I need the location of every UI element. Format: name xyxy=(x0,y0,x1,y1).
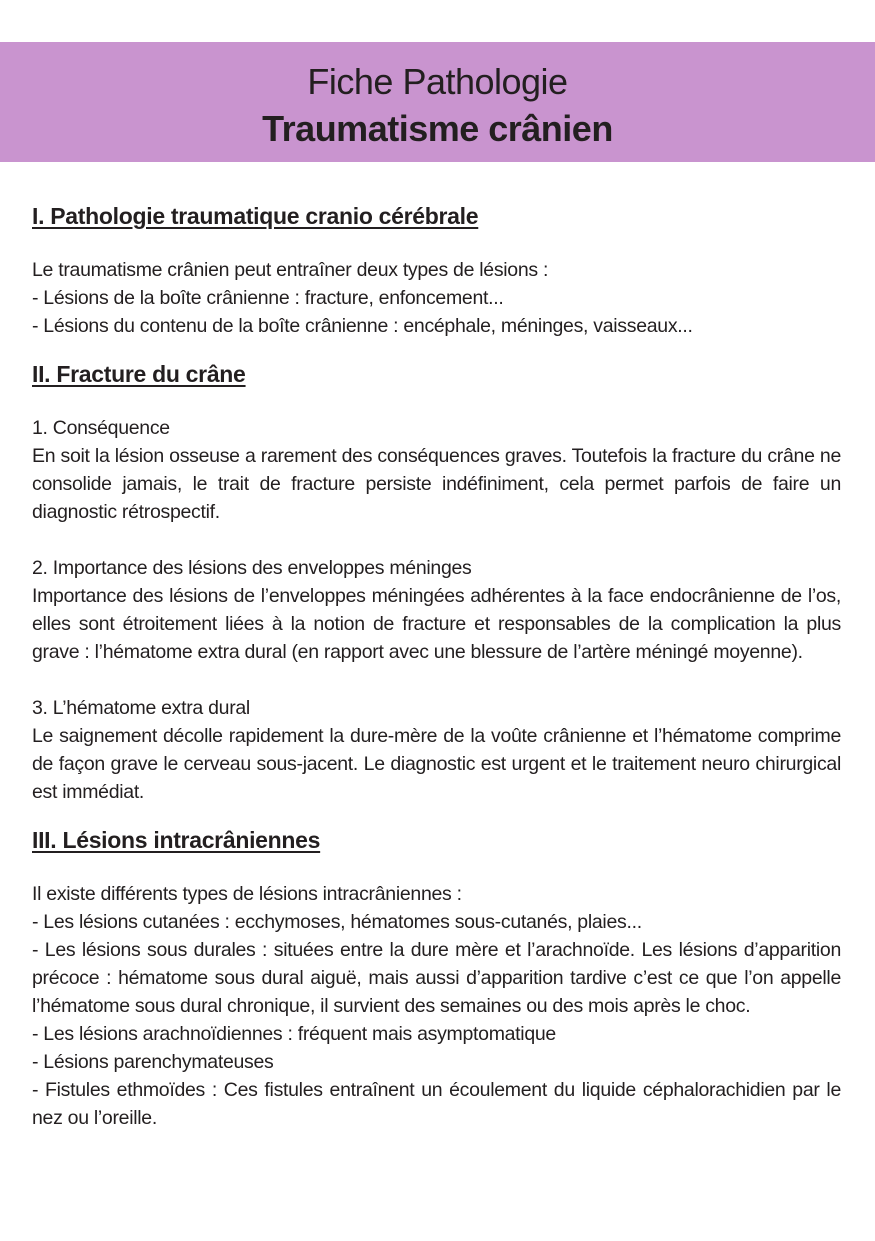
section-3-intro: Il existe différents types de lésions intracrâniennes : xyxy=(32,883,462,905)
section-2-paragraph-1: En soit la lésion osseuse a rarement des conséquences graves. Toutefois la fracture du crâne ne consolide jamais, le trait de fracture persiste indéfiniment, cela permet parfois de faire un diagnostic rétrospectif. xyxy=(32,445,841,523)
section-2-paragraph-2: Importance des lésions de l’enveloppes méningées adhérentes à la face endocrânienne de l’os, elles sont étroitement liées à la notion de fracture et responsables de la complication la plus grave : l’hématome extra dural (en rapport avec une blessure de l’artère méningé moyenne). xyxy=(32,585,841,663)
list-item: - Les lésions arachnoïdiennes : fréquent mais asymptomatique xyxy=(32,1023,556,1045)
section-2-subheading-3: 3. L’hématome extra dural xyxy=(32,697,250,719)
list-item: - Fistules ethmoïdes : Ces fistules entraînent un écoulement du liquide céphalorachidien par le nez ou l’oreille. xyxy=(32,1079,841,1129)
section-1-intro: Le traumatisme crânien peut entraîner deux types de lésions : xyxy=(32,259,549,281)
section-2-subheading-1: 1. Conséquence xyxy=(32,417,170,439)
title-banner xyxy=(0,42,875,162)
section-2-heading: II. Fracture du crâne xyxy=(32,361,246,387)
page-title xyxy=(0,42,875,152)
section-2-paragraph-3: Le saignement décolle rapidement la dure-mère de la voûte crânienne et l’hématome comprime de façon grave le cerveau sous-jacent. Le diagnostic est urgent et le traitement neuro chirurgical est immédiat. xyxy=(32,725,841,803)
document-body xyxy=(32,196,841,1132)
section-1-item-2: - Lésions du contenu de la boîte crânienne : encéphale, méninges, vaisseaux... xyxy=(32,315,693,337)
section-2-subheading-2: 2. Importance des lésions des enveloppes méninges xyxy=(32,557,472,579)
section-1-heading: I. Pathologie traumatique cranio cérébrale xyxy=(32,203,479,229)
list-item: - Les lésions sous durales : situées entre la dure mère et l’arachnoïde. Les lésions d’apparition précoce : hématome sous dural aiguë, mais aussi d’apparition tardive c’est ce que l’on appelle l’hématome sous dural chronique, il survient des semaines ou des mois après le choc. xyxy=(32,939,841,1017)
section-1-item-1: - Lésions de la boîte crânienne : fracture, enfoncement... xyxy=(32,287,504,309)
list-item: - Les lésions cutanées : ecchymoses, hématomes sous-cutanés, plaies... xyxy=(32,911,642,933)
list-item: - Lésions parenchymateuses xyxy=(32,1051,274,1073)
page-title-line2: Traumatisme crânien xyxy=(262,108,613,149)
section-3-heading: III. Lésions intracrâniennes xyxy=(32,827,321,853)
page-title-line1: Fiche Pathologie xyxy=(307,61,568,102)
